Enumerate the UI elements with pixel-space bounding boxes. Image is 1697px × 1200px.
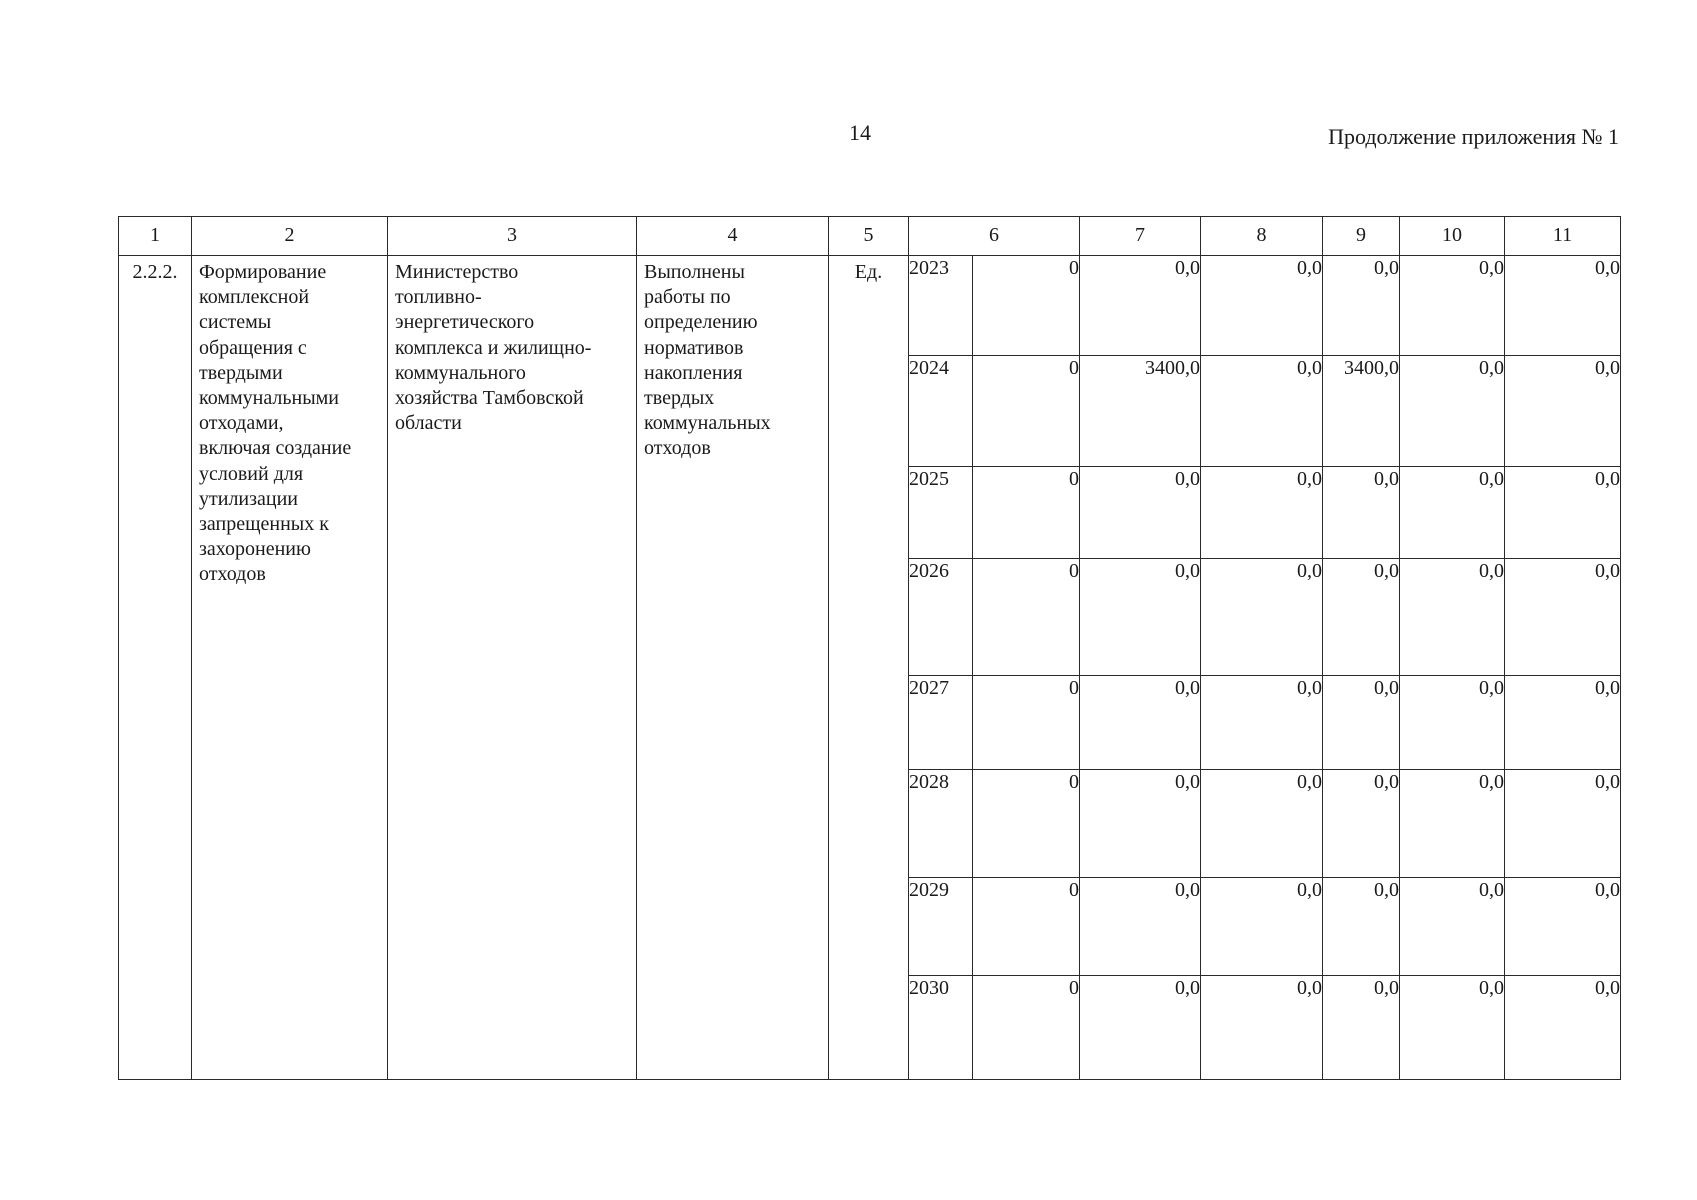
funding-column-10-cell: 0,0 [1400,976,1505,1080]
column-number-5: 5 [829,217,909,256]
year-cell: 2026 [909,559,973,676]
funding-column-7-cell: 0,0 [1080,256,1201,356]
funding-column-11-cell: 0,0 [1505,770,1621,878]
funding-column-7-cell: 0,0 [1080,559,1201,676]
funding-column-8-cell: 0,0 [1201,770,1323,878]
year-cell: 2024 [909,356,973,467]
funding-column-7-cell: 0,0 [1080,770,1201,878]
funding-column-11-cell: 0,0 [1505,676,1621,770]
funding-column-8-cell: 0,0 [1201,976,1323,1080]
unit-cell [829,256,909,1080]
funding-column-11-cell: 0,0 [1505,467,1621,559]
column-number-row [119,217,1621,256]
appendix-continuation-note: Продолжение приложения № 1 [1328,124,1619,149]
funding-column-10-cell: 0,0 [1400,356,1505,467]
funding-column-9-cell: 0,0 [1323,467,1400,559]
funding-column-8-cell: 0,0 [1201,878,1323,976]
measure-name: Формирование комплексной системы обращения с твердыми коммунальными отходами, включая создание условий для утилизации запрещенных к захоронению отходов [199,261,352,586]
measure-name-cell [192,256,388,1080]
column-number-3: 3 [388,217,637,256]
executor-name: Министерство топливно- энергетического комплекса и жилищно- коммунального хозяйства Тамбовской области [395,261,592,435]
funding-column-11-cell: 0,0 [1505,256,1621,356]
funding-column-11-cell: 0,0 [1505,976,1621,1080]
column-number-11: 11 [1505,217,1621,256]
column-number-1: 1 [119,217,192,256]
funding-column-7-cell: 3400,0 [1080,356,1201,467]
year-cell: 2028 [909,770,973,878]
program-measures-table [118,216,1621,1080]
funding-column-8-cell: 0,0 [1201,559,1323,676]
year-cell: 2027 [909,676,973,770]
funding-column-10-cell: 0,0 [1400,676,1505,770]
column-number-8: 8 [1201,217,1323,256]
indicator-value-cell: 0 [973,976,1080,1080]
funding-column-10-cell: 0,0 [1400,878,1505,976]
column-number-10: 10 [1400,217,1505,256]
indicator-value-cell: 0 [973,878,1080,976]
funding-column-11-cell: 0,0 [1505,559,1621,676]
unit-of-measure: Ед. [854,261,883,283]
indicator-text: Выполнены работы по определению нормативов накопления твердых коммунальных отходов [644,261,771,460]
year-cell: 2025 [909,467,973,559]
column-number-7: 7 [1080,217,1201,256]
table-row [119,256,1621,356]
item-number: 2.2.2. [132,261,178,283]
funding-column-7-cell: 0,0 [1080,878,1201,976]
column-number-6: 6 [909,217,1080,256]
funding-column-9-cell: 0,0 [1323,256,1400,356]
column-number-2: 2 [192,217,388,256]
funding-column-7-cell: 0,0 [1080,976,1201,1080]
funding-column-9-cell: 0,0 [1323,676,1400,770]
funding-column-8-cell: 0,0 [1201,676,1323,770]
indicator-cell [637,256,829,1080]
indicator-value-cell: 0 [973,770,1080,878]
funding-column-9-cell: 3400,0 [1323,356,1400,467]
funding-column-10-cell: 0,0 [1400,256,1505,356]
funding-column-8-cell: 0,0 [1201,256,1323,356]
year-cell: 2029 [909,878,973,976]
funding-column-7-cell: 0,0 [1080,676,1201,770]
year-cell: 2023 [909,256,973,356]
indicator-value-cell: 0 [973,676,1080,770]
indicator-value-cell: 0 [973,356,1080,467]
funding-column-8-cell: 0,0 [1201,356,1323,467]
indicator-value-cell: 0 [973,467,1080,559]
column-number-9: 9 [1323,217,1400,256]
funding-column-9-cell: 0,0 [1323,770,1400,878]
executor-cell [388,256,637,1080]
funding-column-10-cell: 0,0 [1400,559,1505,676]
year-cell: 2030 [909,976,973,1080]
funding-column-8-cell: 0,0 [1201,467,1323,559]
funding-column-11-cell: 0,0 [1505,356,1621,467]
funding-column-10-cell: 0,0 [1400,467,1505,559]
funding-column-9-cell: 0,0 [1323,976,1400,1080]
item-number-cell [119,256,192,1080]
column-number-4: 4 [637,217,829,256]
page-number: 14 [849,120,871,145]
funding-column-9-cell: 0,0 [1323,559,1400,676]
funding-column-10-cell: 0,0 [1400,770,1505,878]
funding-column-7-cell: 0,0 [1080,467,1201,559]
funding-column-9-cell: 0,0 [1323,878,1400,976]
funding-column-11-cell: 0,0 [1505,878,1621,976]
indicator-value-cell: 0 [973,256,1080,356]
indicator-value-cell: 0 [973,559,1080,676]
